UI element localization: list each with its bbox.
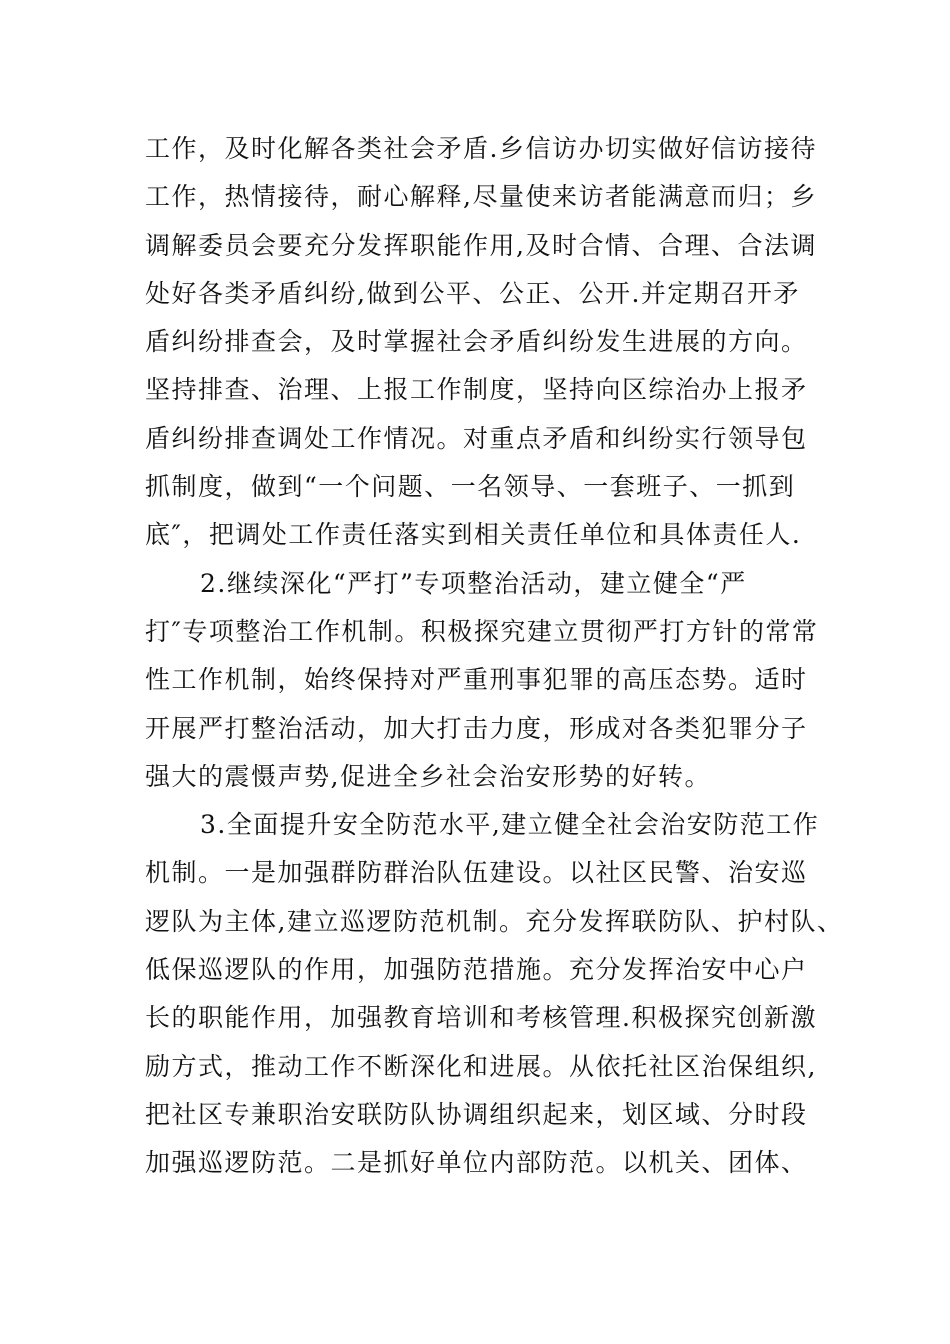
text-line: 工作，及时化解各类社会矛盾.乡信访办切实做好信访接待: [145, 134, 817, 163]
text-line: 底″，把调处工作责任落实到相关责任单位和具体责任人.: [145, 520, 802, 550]
text-line: 坚持排查、治理、上报工作制度，坚持向区综治办上报矛: [145, 375, 808, 405]
text-line: 调解委员会要充分发挥职能作用,及时合情、合理、合法调: [145, 230, 817, 260]
text-line: 开展严打整治活动，加大打击力度，形成对各类犯罪分子: [145, 713, 808, 743]
text-line: 长的职能作用，加强教育培训和考核管理.积极探究创新激: [145, 1003, 817, 1033]
paragraph-2-first-line: 2.继续深化“严打”专项整治活动，建立健全“严: [200, 568, 747, 598]
text-line: 低保巡逻队的作用，加强防范措施。充分发挥治安中心户: [145, 955, 808, 985]
paragraph-3-first-line: 3.全面提升安全防范水平,建立健全社会治安防范工作: [200, 810, 820, 840]
text-line: 抓制度，做到“一个问题、一名领导、一套班子、一抓到: [145, 472, 796, 502]
text-line: 工作，热情接待，耐心解释,尽量使来访者能满意而归；乡: [145, 182, 817, 212]
document-body: [145, 125, 844, 1188]
text-line: 处好各类矛盾纠纷,做到公平、公正、公开.并定期召开矛: [145, 278, 800, 308]
text-line: 打″专项整治工作机制。积极探究建立贯彻严打方针的常常: [145, 616, 819, 646]
text-line: 强大的震慑声势,促进全乡社会治安形势的好转。: [145, 761, 711, 791]
text-line: 性工作机制，始终保持对严重刑事犯罪的高压态势。适时: [145, 665, 808, 695]
text-line: 把社区专兼职治安联防队协调组织起来，划区域、分时段: [145, 1099, 808, 1129]
text-line: 机制。一是加强群防群治队伍建设。以社区民警、治安巡: [145, 858, 808, 888]
text-line: 逻队为主体,建立巡逻防范机制。充分发挥联防队、护村队、: [145, 906, 844, 936]
text-line: 加强巡逻防范。二是抓好单位内部防范。以机关、团体、: [145, 1148, 808, 1178]
text-line: 盾纠纷排查调处工作情况。对重点矛盾和纠纷实行领导包: [145, 423, 808, 453]
text-line: 励方式，推动工作不断深化和进展。从依托社区治保组织,: [145, 1051, 817, 1081]
text-line: 盾纠纷排查会，及时掌握社会矛盾纠纷发生进展的方向。: [145, 327, 808, 357]
